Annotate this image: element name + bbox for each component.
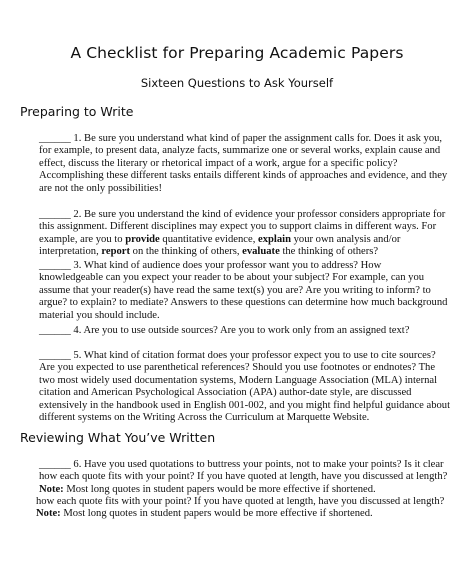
- item-2-bold-report: report: [101, 246, 131, 258]
- item-2-bold-evaluate: evaluate: [242, 246, 280, 258]
- item-2-text-a: ______ 2. Be sure you understand the kind of evidence your professor considers appropriate for this assignment. Different disciplines may expect you to support claims in different ways. For example, are you to: [39, 209, 446, 245]
- checklist-item-6-repeat: [36, 496, 462, 521]
- checklist-item-6: [39, 459, 459, 496]
- item-6-text: ______ 6. Have you used quotations to buttress your points, not to make your points? Is it clear how each quote fits with your point? If you have quoted at length, have you discussed at length?: [39, 459, 448, 483]
- checklist-item-4: ______ 4. Are you to use outside sources? Are you to work only from an assigned text?: [39, 325, 410, 336]
- item-6-repeat-note-label: Note:: [36, 508, 61, 520]
- document-subtitle: Sixteen Questions to Ask Yourself: [140, 76, 334, 90]
- checklist-item-5: ______ 5. What kind of citation format does your professor expect you to use to cite sources? Are you expected to use parenthetical references? Should you use footnotes or endnotes? The two most widely used documentation systems, Modern Language Association (MLA) internal citation and American Psychological Association (APA) author-date style, are discussed extensively in the handbook used in English 001-002, and you might find helpful guidance about different systems on the Writing Across the Curriculum at Marquette Website.: [39, 350, 451, 424]
- item-2-bold-provide: provide: [125, 233, 160, 245]
- item-2-text-b: quantitative evidence,: [159, 233, 258, 245]
- item-6-note-label: Note:: [39, 483, 64, 495]
- item-2-bold-explain: explain: [258, 233, 291, 245]
- item-2-text-d: on the thinking of others,: [130, 246, 243, 258]
- item-6-repeat-note-text: Most long quotes in student papers would be more effective if shortened.: [60, 508, 373, 520]
- checklist-item-3: ______ 3. What kind of audience does your professor want you to address? How knowledgeable can you expect your reader to be about your subject? For example, can you assume that your reader(s) have read the same text(s) you are? Are you writing to inform? to argue? to explain? to mediate? Answers to these questions can determine how much background material you should include.: [39, 260, 448, 321]
- document-title: A Checklist for Preparing Academic Papers: [70, 44, 404, 62]
- checklist-item-2: [39, 209, 459, 259]
- item-2-text-c: your own analysis and/or interpretation,: [39, 233, 401, 258]
- section-heading-preparing: Preparing to Write: [20, 104, 134, 119]
- item-2-text-e: the thinking of others?: [279, 246, 379, 258]
- item-6-note-text: Most long quotes in student papers would be more effective if shortened.: [63, 483, 376, 495]
- checklist-item-1: ______ 1. Be sure you understand what kind of paper the assignment calls for. Does it ask you, for example, to present data, analyze facts, summarize one or several works, explain cause and effect, discuss the literary or rhetorical impact of a work, argue for a specific policy? Accomplishing these different tasks entails different kinds of approaches and evidence, and they are not the only possibilities!: [39, 133, 448, 194]
- item-6-repeat-text: how each quote fits with your point? If you have quoted at length, have you discussed at length?: [36, 496, 445, 507]
- section-heading-reviewing: Reviewing What You’ve Written: [20, 430, 216, 445]
